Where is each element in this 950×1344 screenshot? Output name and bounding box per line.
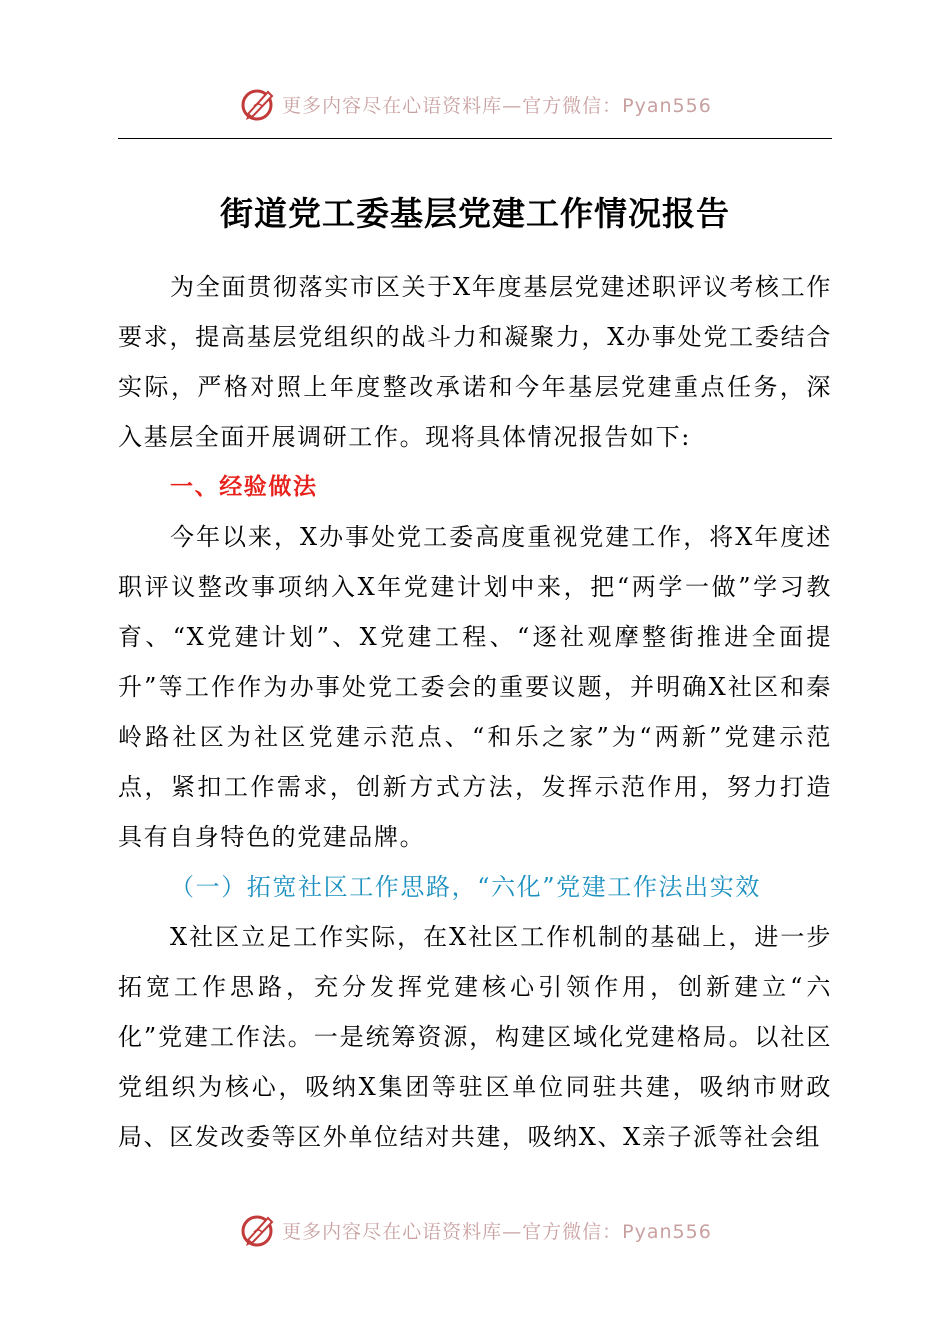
header-banner xyxy=(0,82,950,126)
header-divider xyxy=(118,138,832,139)
subsection-heading-1: （一）拓宽社区工作思路，“六化”党建工作法出实效 xyxy=(170,873,761,901)
document-body xyxy=(118,262,832,1162)
header-banner-wechat-id: Pyan556 xyxy=(622,94,712,117)
pen-logo-icon xyxy=(238,1210,278,1250)
footer-banner xyxy=(0,1208,950,1252)
subsection-1-paragraph: X社区立足工作实际，在X社区工作机制的基础上，进一步拓宽工作思路，充分发挥党建核心引领作用，创新建立“六化”党建工作法。一是统筹资源，构建区域化党建格局。以社区党组织为核心，吸纳X集团等驻区单位同驻共建，吸纳市财政局、区发改委等区外单位结对共建，吸纳X、X亲子派等社会组 xyxy=(118,923,832,1151)
footer-banner-wechat-id: Pyan556 xyxy=(622,1220,712,1243)
section-heading-experience: 一、经验做法 xyxy=(170,474,318,500)
footer-banner-text xyxy=(282,1217,712,1244)
header-banner-cn: 更多内容尽在心语资料库—官方微信： xyxy=(282,94,623,117)
document-title: 街道党工委基层党建工作情况报告 xyxy=(220,194,730,233)
header-banner-text xyxy=(282,91,712,118)
section-1-paragraph: 今年以来，X办事处党工委高度重视党建工作，将X年度述职评议整改事项纳入X年党建计划中来，把“两学一做”学习教育、“X党建计划”、X党建工程、“逐社观摩整街推进全面提升”等工作作为办事处党工委会的重要议题，并明确X社区和秦岭路社区为社区党建示范点、“和乐之家”为“两新”党建示范点，紧扣工作需求，创新方式方法，发挥示范作用，努力打造具有自身特色的党建品牌。 xyxy=(118,523,832,851)
pen-logo-icon xyxy=(238,84,278,124)
footer-banner-cn: 更多内容尽在心语资料库—官方微信： xyxy=(282,1220,623,1243)
intro-paragraph: 为全面贯彻落实市区关于X年度基层党建述职评议考核工作要求，提高基层党组织的战斗力和凝聚力，X办事处党工委结合实际，严格对照上年度整改承诺和今年基层党建重点任务，深入基层全面开展调研工作。现将具体情况报告如下: xyxy=(118,273,832,451)
